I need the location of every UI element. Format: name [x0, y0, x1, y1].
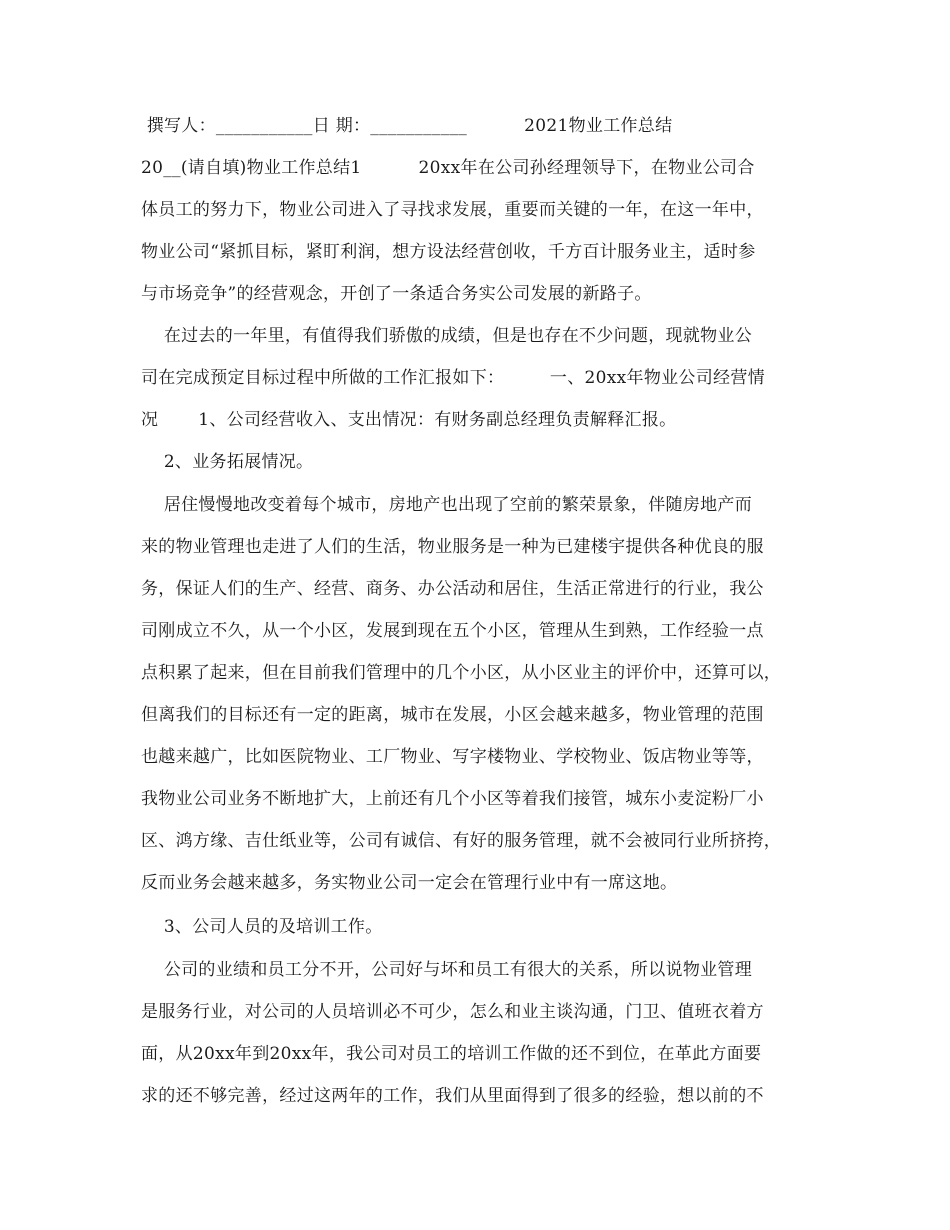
- text-line: 来的物业管理也走进了人们的生活，物业服务是一种为已建楼宇提供各种优良的服: [141, 537, 764, 557]
- text-line: 公司的业绩和员工分不开，公司好与坏和员工有很大的关系，所以说物业管理: [141, 960, 753, 980]
- header-line: 撰写人：___________日 期：___________ 2021物业工作总结: [141, 116, 673, 136]
- text-line: 是服务行业，对公司的人员培训必不可少，怎么和业主谈沟通，门卫、值班衣着方: [141, 1002, 764, 1022]
- text-line: 况 1、公司经营收入、支出情况：有财务副总经理负责解释汇报。: [141, 410, 677, 430]
- text-line: 但离我们的目标还有一定的距离，城市在发展，小区会越来越多，物业管理的范围: [141, 705, 764, 725]
- text-line: 也越来越广，比如医院物业、工厂物业、写字楼物业、学校物业、饭店物业等等，: [141, 747, 764, 767]
- text-line: 反而业务会越来越多，务实物业公司一定会在管理行业中有一席这地。: [141, 873, 678, 893]
- text-line: 面，从20xx年到20xx年，我公司对员工的培训工作做的还不到位，在革此方面要: [141, 1044, 762, 1064]
- text-line: 20__(请自填)物业工作总结1 20xx年在公司孙经理领导下，在物业公司合: [141, 158, 755, 178]
- text-line: 与市场竞争”的经营观念，开创了一条适合务实公司发展的新路子。: [141, 284, 652, 304]
- text-line: 司刚成立不久，从一个小区，发展到现在五个小区，管理从生到熟，工作经验一点: [141, 621, 764, 641]
- text-line: 求的还不够完善，经过这两年的工作，我们从里面得到了很多的经验，想以前的不: [141, 1086, 764, 1106]
- text-line: 务，保证人们的生产、经营、商务、办公活动和居住，生活正常进行的行业，我公: [141, 579, 764, 599]
- text-line: 我物业公司业务不断地扩大，上前还有几个小区等着我们接管，城东小麦淀粉厂小: [141, 789, 764, 809]
- text-line: 司在完成预定目标过程中所做的工作汇报如下： 一、20xx年物业公司经营情: [141, 368, 765, 388]
- text-line: 物业公司“紧抓目标，紧盯利润，想方设法经营创收，千方百计服务业主，适时参: [141, 242, 756, 262]
- text-line: 在过去的一年里，有值得我们骄傲的成绩，但是也存在不少问题，现就物业公: [141, 326, 753, 346]
- text-line: 区、鸿方缘、吉仕纸业等，公司有诚信、有好的服务管理，就不会被同行业所挤挎，: [141, 831, 782, 851]
- text-line: 体员工的努力下，物业公司进入了寻找求发展，重要而关键的一年，在这一年中，: [141, 200, 764, 220]
- section-heading: 2、业务拓展情况。: [141, 452, 314, 472]
- text-line: 点积累了起来，但在目前我们管理中的几个小区，从小区业主的评价中，还算可以，: [141, 663, 782, 683]
- text-line: 居住慢慢地改变着每个城市，房地产也出现了空前的繁荣景象，伴随房地产而: [141, 495, 753, 515]
- section-heading: 3、公司人员的及培训工作。: [141, 917, 383, 937]
